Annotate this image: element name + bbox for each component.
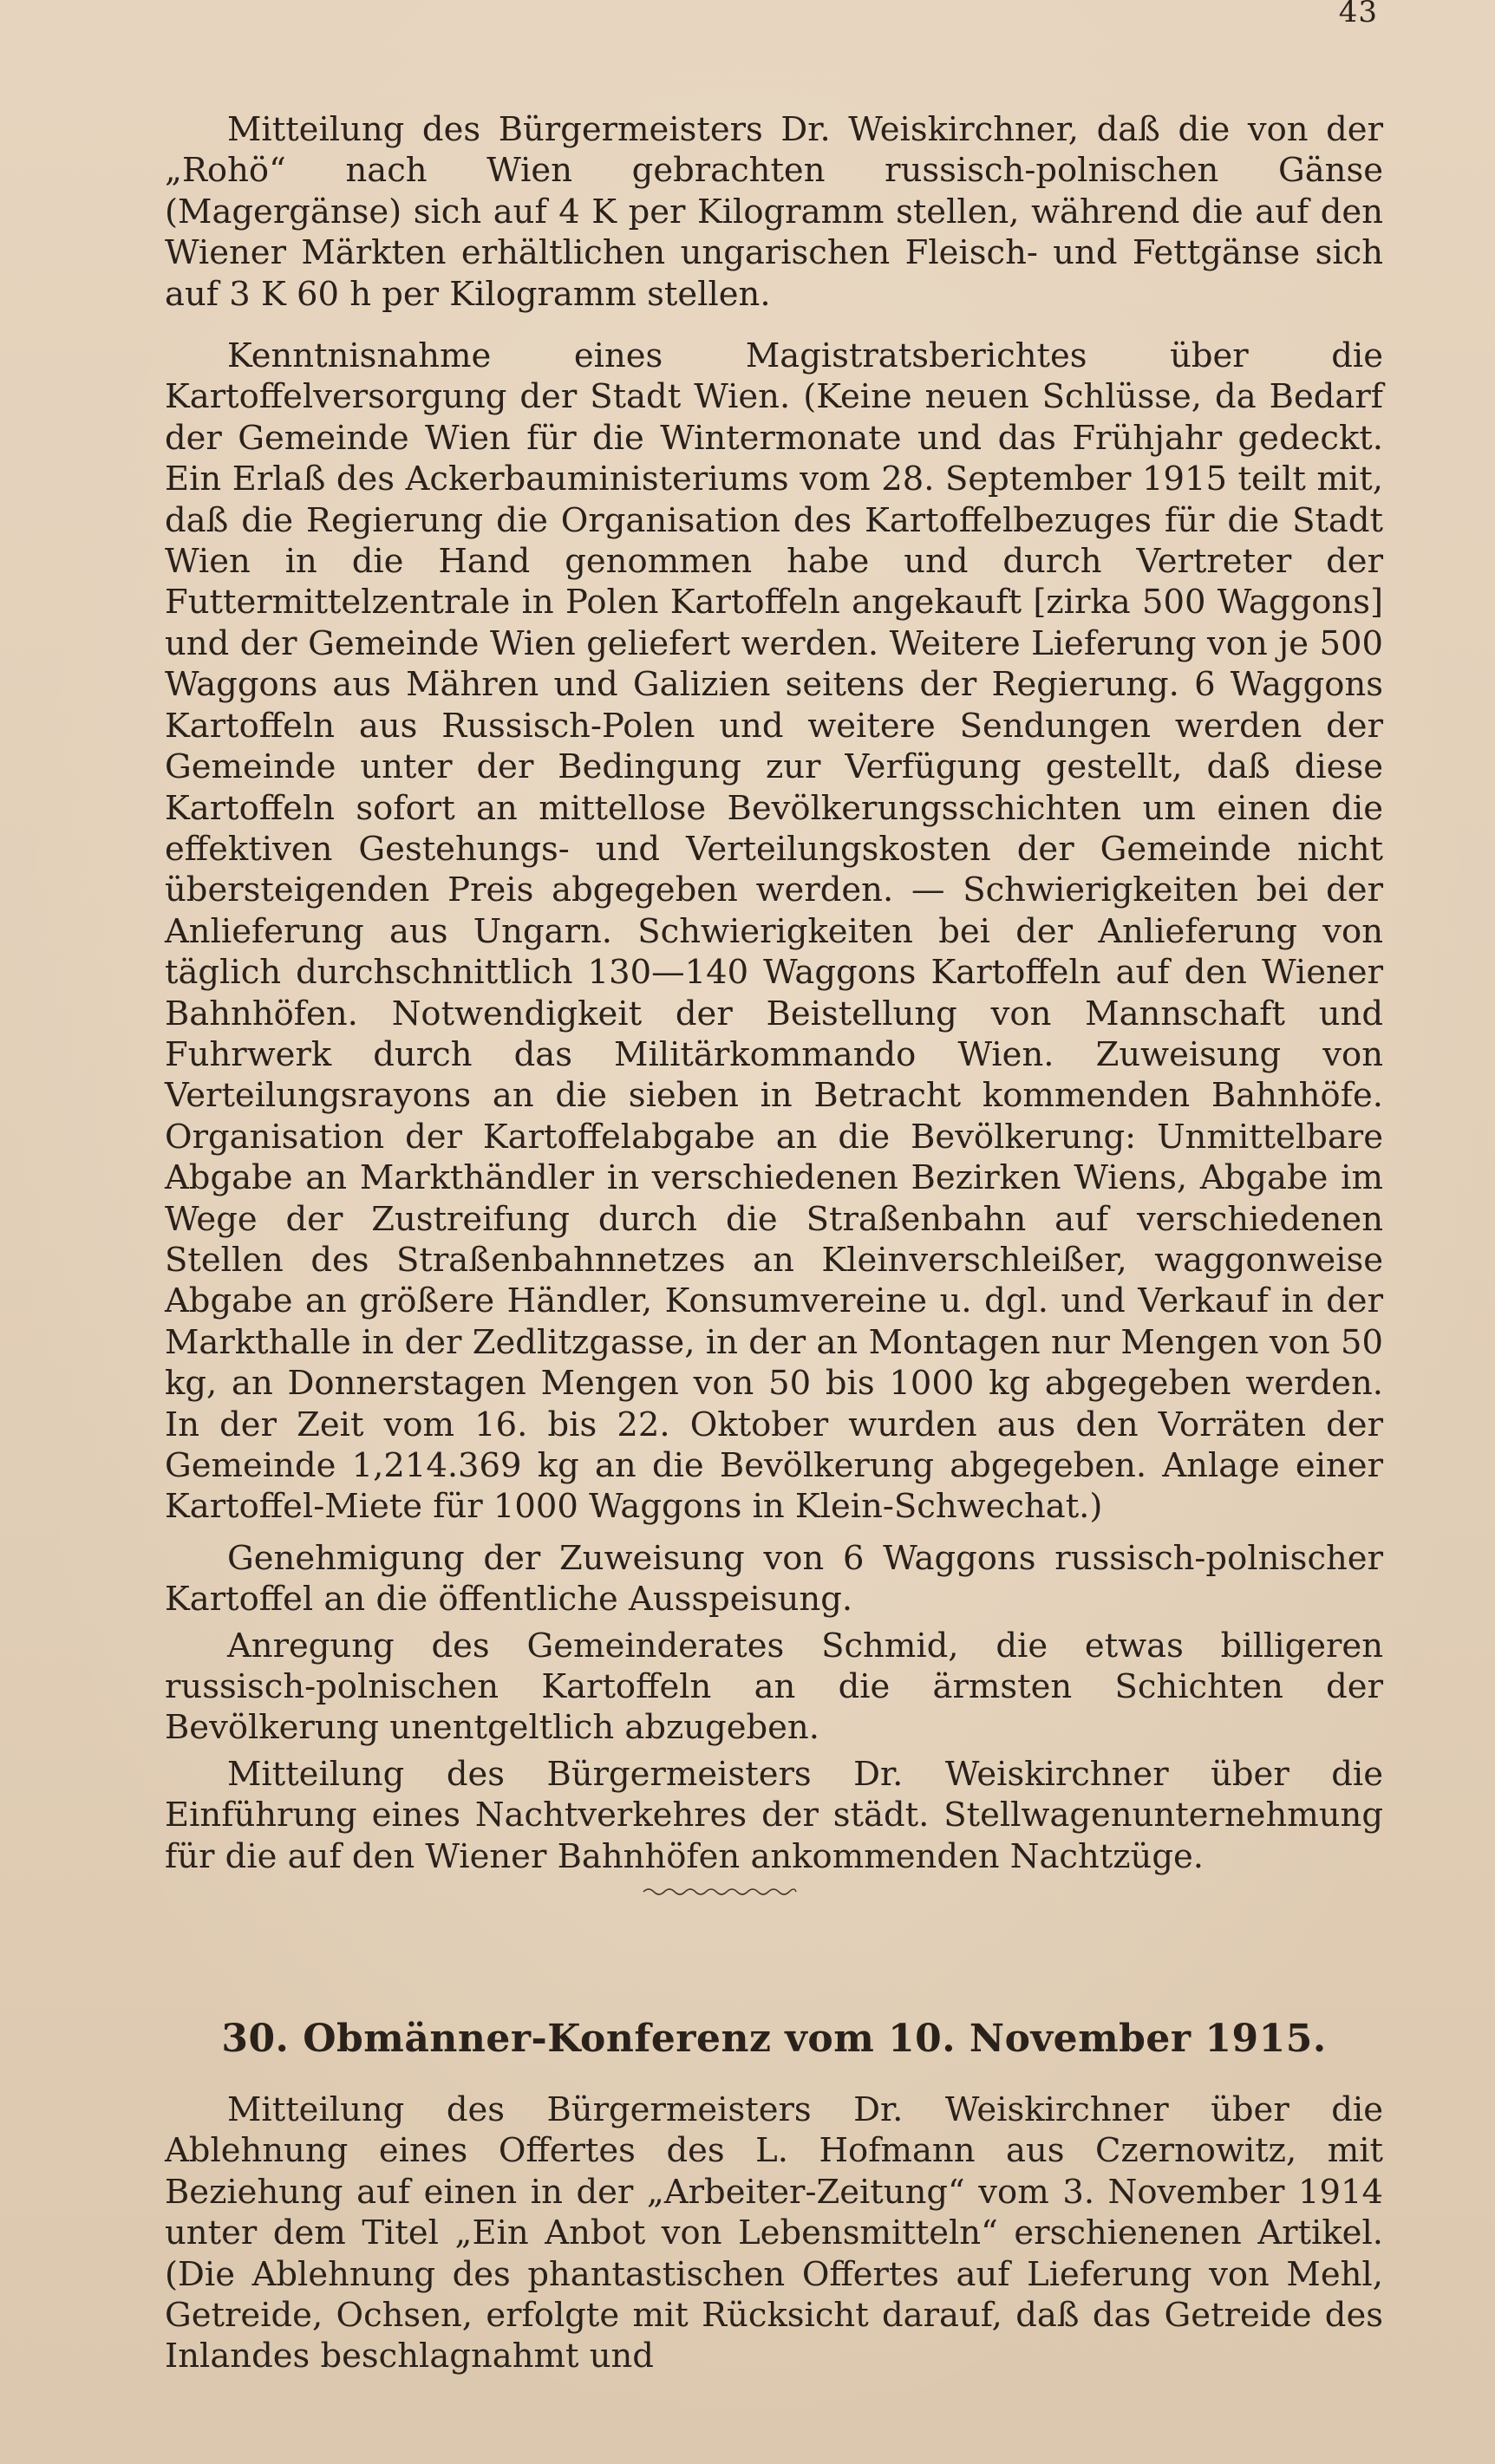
- section-heading: 30. Obmänner-Konferenz vom 10. November 1915.: [221, 2017, 1327, 2061]
- paragraph-waggon-allocation: Genehmigung der Zuweisung von 6 Waggons russisch-polnischer Kartoffel an die öffentliche Ausspeisung.: [165, 1538, 1383, 1620]
- top-text-block: [165, 109, 1383, 1877]
- paragraph-hofmann-offer: Mitteilung des Bürgermeisters Dr. Weiskirchner über die Ablehnung eines Offertes des L. Hofmann aus Czernowitz, mit Beziehung auf einen in der „Arbeiter-Zeitung“ vom 3. November 1914 unter dem Titel „Ein Anbot von Lebensmitteln“ erschienenen Artikel. (Die Ablehnung des phantastischen Offertes auf Lieferung von Mehl, Getreide, Ochsen, erfolgte mit Rücksicht darauf, daß das Getreide des Inlandes beschlagnahmt und: [165, 2090, 1383, 2376]
- bottom-text-block: [165, 2089, 1383, 2377]
- paragraph-goose-prices: Mitteilung des Bürgermeisters Dr. Weiskirchner, daß die von der „Rohö“ nach Wien gebrachten russisch-polnischen Gänse (Magergänse) sich auf 4 K per Kilogramm stellen, während die auf den Wiener Märkten erhältlichen ungarischen Fleisch- und Fettgänse sich auf 3 K 60 h per Kilogramm stellen.: [165, 110, 1383, 314]
- paragraph-night-traffic: Mitteilung des Bürgermeisters Dr. Weiskirchner über die Einführung eines Nachtverkehres der städt. Stellwagenunternehmung für die auf den Wiener Bahnhöfen ankommenden Nachtzüge.: [165, 1754, 1383, 1876]
- page-number: 43: [1338, 0, 1378, 29]
- paragraph-schmid-proposal: Anregung des Gemeinderates Schmid, die etwas billigeren russisch-polnischen Kartoffeln an die ärmsten Schichten der Bevölkerung unentgeltlich abzugeben.: [165, 1626, 1383, 1748]
- decorative-separator: [642, 1883, 798, 1900]
- paragraph-potato-supply-report: Kenntnisnahme eines Magistratsberichtes über die Kartoffelversorgung der Stadt Wien. (Keine neuen Schlüsse, da Bedarf der Gemeinde Wien für die Wintermonate und das Frühjahr gedeckt. Ein Erlaß des Ackerbauministeriums vom 28. September 1915 teilt mit, daß die Regierung die Organisation des Kartoffelbezuges für die Stadt Wien in die Hand genommen habe und durch Vertreter der Futtermittelzentrale in Polen Kartoffeln angekauft [zirka 500 Waggons] und der Gemeinde Wien geliefert werden. Weitere Lieferung von je 500 Waggons aus Mähren und Galizien seitens der Regierung. 6 Waggons Kartoffeln aus Russisch-Polen und weitere Sendungen werden der Gemeinde unter der Bedingung zur Verfügung gestellt, daß diese Kartoffeln sofort an mittellose Bevölkerungsschichten um einen die effektiven Gestehungs- und Verteilungskosten der Gemeinde nicht übersteigenden Preis abgegeben werden. — Schwierigkeiten bei der Anlieferung aus Ungarn. Schwierigkeiten bei der Anlieferung von täglich durchschnittlich 130—140 Waggons Kartoffeln auf den Wiener Bahnhöfen. Notwendigkeit der Beistellung von Mannschaft und Fuhrwerk durch das Militärkommando Wien. Zuweisung von Verteilungsrayons an die sieben in Betracht kommenden Bahnhöfe. Organisation der Kartoffelabgabe an die Bevölkerung: Unmittelbare Abgabe an Markthändler in verschiedenen Bezirken Wiens, Abgabe im Wege der Zustreifung durch die Straßenbahn auf verschiedenen Stellen des Straßenbahnnetzes an Kleinverschleißer, waggonweise Abgabe an größere Händler, Konsumvereine u. dgl. und Verkauf in der Markthalle in der Zedlitzgasse, in der an Montagen nur Mengen von 50 kg, an Donnerstagen Mengen von 50 bis 1000 kg abgegeben werden. In der Zeit vom 16. bis 22. Oktober wurden aus den Vorräten der Gemeinde 1,214.369 kg an die Bevölkerung abgegeben. Anlage einer Kartoffel-Miete für 1000 Waggons in Klein-Schwechat.): [165, 336, 1383, 1527]
